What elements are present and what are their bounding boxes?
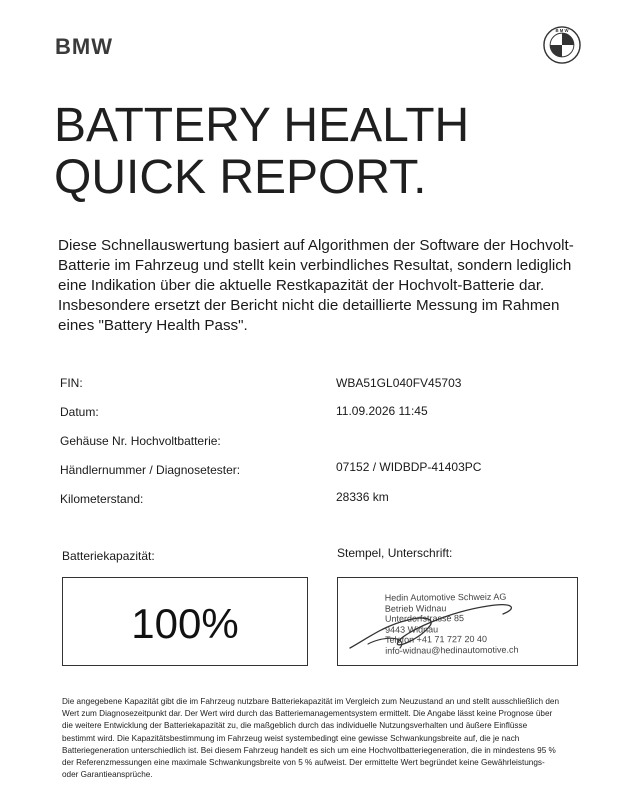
- fin-label: FIN:: [60, 376, 83, 390]
- fin-value: WBA51GL040FV45703: [336, 376, 462, 390]
- date-value: 11.09.2026 11:45: [336, 404, 428, 418]
- stamp-street: Unterdorfstrasse 85: [384, 613, 465, 624]
- stamp-branch: Betrieb Widnau: [384, 602, 447, 614]
- capacity-box: [62, 577, 308, 666]
- title-line-2: QUICK REPORT.: [54, 151, 427, 204]
- handwritten-signature: [338, 578, 577, 665]
- stamp-company: Hedin Automotive Schweiz AG: [384, 591, 507, 603]
- svg-text:B M W: B M W: [555, 27, 569, 33]
- report-title: [54, 100, 594, 204]
- battery-housing-label: Gehäuse Nr. Hochvoltbatterie:: [60, 434, 221, 448]
- stamp-email: info-widnau@hedinautomotive.ch: [385, 644, 519, 656]
- stamp-city: 9443 Widnau: [385, 623, 439, 635]
- date-label: Datum:: [60, 405, 99, 419]
- bmw-logo-icon: [543, 26, 581, 64]
- intro-paragraph: Diese Schnellauswertung basiert auf Algorithmen der Software der Hochvolt-Batterie im Fahrzeug und stellt kein verbindliches Resultat, sondern lediglich eine Indikation über die aktuelle Restkapazität der Hochvolt-Batterie dar. Insbesondere ersetzt der Bericht nicht die detaillierte Messung im Rahmen eines "Battery Health Pass".: [58, 237, 574, 334]
- brand-wordmark: BMW: [55, 34, 113, 59]
- stamp-phone: Telefon +41 71 727 20 40: [385, 633, 488, 645]
- mileage-label: Kilometerstand:: [60, 492, 144, 506]
- mileage-value: 28336 km: [336, 490, 389, 504]
- capacity-value: 100%: [131, 600, 239, 647]
- disclaimer-footnote: Die angegebene Kapazität gibt die im Fahrzeug nutzbare Batteriekapazität im Vergleich zum Neuzustand an und stellt ausschließlich den Wert zum Diagnosezeitpunkt dar. Der Wert wird durch das Batteriemanagementsystem ermittelt. Die Angabe lässt keine Prognose über die weitere Entwicklung der Batteriekapazität zu, die maßgeblich durch das individuelle Nutzungsverhalten und äußere Einflüsse bestimmt wird. Die Kapazitätsbestimmung im Fahrzeug weist systembedingt eine gewisse Schwankungsbreite auf, die je nach Batteriegeneration unterschiedlich ist. Bei diesem Fahrzeug handelt es sich um eine Hochvoltbatteriegeneration, die in mindestens 95 % der Referenzmessungen eine maximale Schwankungsbreite von 5 % aufweist. Der ermittelte Wert begründet keine Gewährleistungs- oder Garantieansprüche.: [62, 697, 559, 780]
- stamp-box: [337, 577, 578, 666]
- capacity-label: Batteriekapazität:: [62, 549, 155, 563]
- dealer-number-value: 07152 / WIDBDP-41403PC: [336, 460, 482, 474]
- title-line-1: BATTERY HEALTH: [54, 99, 470, 152]
- stamp-label: Stempel, Unterschrift:: [337, 546, 453, 560]
- dealer-number-label: Händlernummer / Diagnosetester:: [60, 463, 241, 477]
